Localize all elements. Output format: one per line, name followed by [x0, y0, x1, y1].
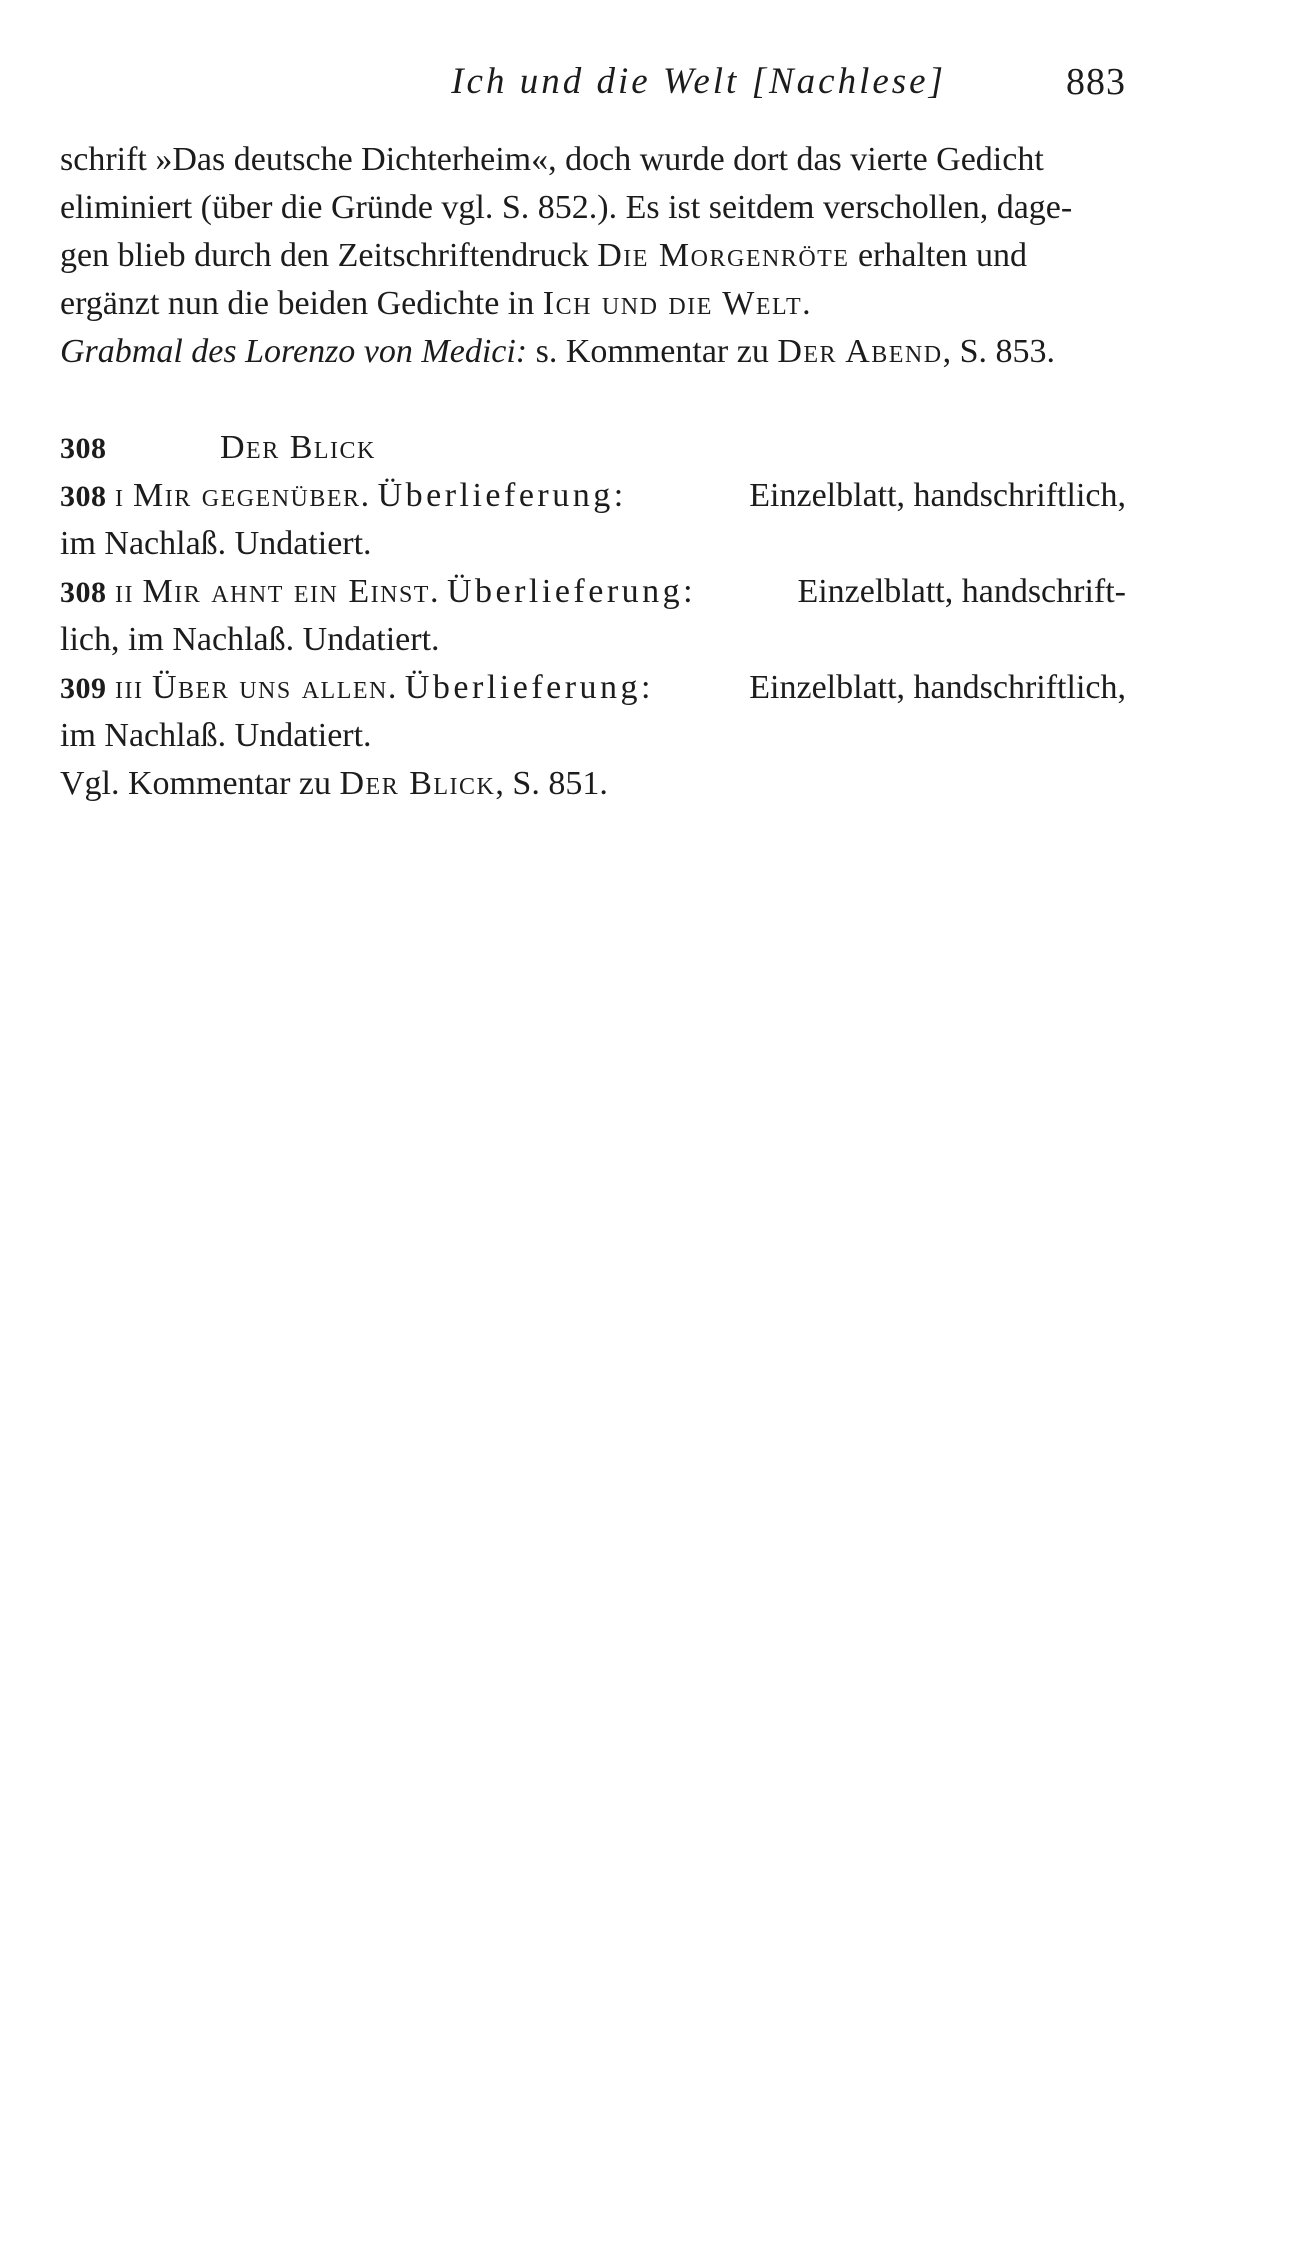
- entry-roman: ii: [115, 573, 134, 610]
- text-line: [60, 280, 1126, 328]
- text-line: eliminiert (über die Gründe vgl. S. 852.). Es ist seitdem verschollen, dage-: [60, 189, 1073, 226]
- entry-308-i: [60, 472, 1126, 568]
- work-title: Ich und die Welt: [542, 285, 803, 322]
- section-title: Der Blick: [220, 429, 376, 466]
- entry-label: Überlieferung:: [446, 573, 697, 610]
- work-title: Der Abend: [777, 333, 943, 370]
- entry-lead: [60, 568, 696, 616]
- entry-309-iii: [60, 664, 1126, 760]
- text-line: im Nachlaß. Undatiert.: [60, 717, 372, 754]
- text-line: [60, 328, 1126, 376]
- running-header: [60, 52, 1126, 112]
- entry-text: Einzelblatt, handschriftlich,: [749, 669, 1126, 706]
- text-span: s. Kommentar zu: [527, 333, 778, 370]
- paragraph-gap: [60, 376, 1126, 424]
- entry-lead: [60, 472, 627, 520]
- entry-lead: [60, 664, 654, 712]
- entry-text: Einzelblatt, handschrift-: [797, 573, 1126, 610]
- entry-punct: .: [360, 477, 370, 514]
- text-span: Vgl. Kommentar zu: [60, 765, 340, 802]
- entry-label: Überlieferung:: [404, 669, 655, 706]
- work-title: Die Morgenröte: [597, 237, 850, 274]
- section-number: 308: [60, 432, 107, 465]
- entry-number: 308: [60, 576, 107, 609]
- text-span: , S. 851.: [495, 765, 608, 802]
- paragraph-commentary: [60, 136, 1126, 376]
- text-line: [60, 232, 1126, 280]
- entry-punct: .: [429, 573, 439, 610]
- entry-punct: .: [387, 669, 397, 706]
- entry-number: 309: [60, 672, 107, 705]
- work-title: Der Blick: [339, 765, 496, 802]
- text-line: im Nachlaß. Undatiert.: [60, 525, 372, 562]
- entry-title: Mir ahnt ein Einst: [142, 573, 430, 610]
- text-line: schrift »Das deutsche Dichterheim«, doch wurde dort das vierte Gedicht: [60, 141, 1044, 178]
- text-line: [60, 472, 1126, 520]
- text-line: [60, 568, 1126, 616]
- text-span: , S. 853.: [942, 333, 1055, 370]
- closing-reference: [60, 760, 1126, 808]
- text-span: ergänzt nun die beiden Gedichte in: [60, 285, 543, 322]
- text-span: erhalten und: [849, 237, 1027, 274]
- section-heading: [60, 424, 1126, 472]
- entry-roman: iii: [115, 669, 144, 706]
- text-line: lich, im Nachlaß. Undatiert.: [60, 621, 440, 658]
- entry-308-ii: [60, 568, 1126, 664]
- page-body: [60, 136, 1126, 808]
- entry-number: 308: [60, 480, 107, 513]
- entry-title: Mir gegenüber: [133, 477, 361, 514]
- running-title: Ich und die Welt [Nachlese]: [451, 61, 946, 102]
- entry-title: Über uns allen: [151, 669, 388, 706]
- text-line: [60, 664, 1126, 712]
- entry-label: Überlieferung:: [377, 477, 627, 514]
- entry-text: Einzelblatt, handschriftlich,: [749, 477, 1126, 514]
- text-span: .: [802, 285, 811, 322]
- lemma: Grabmal des Lorenzo von Medici:: [60, 333, 528, 370]
- page-number: 883: [1066, 61, 1126, 103]
- entry-roman: i: [115, 477, 125, 514]
- text-span: gen blieb durch den Zeitschriftendruck: [60, 237, 598, 274]
